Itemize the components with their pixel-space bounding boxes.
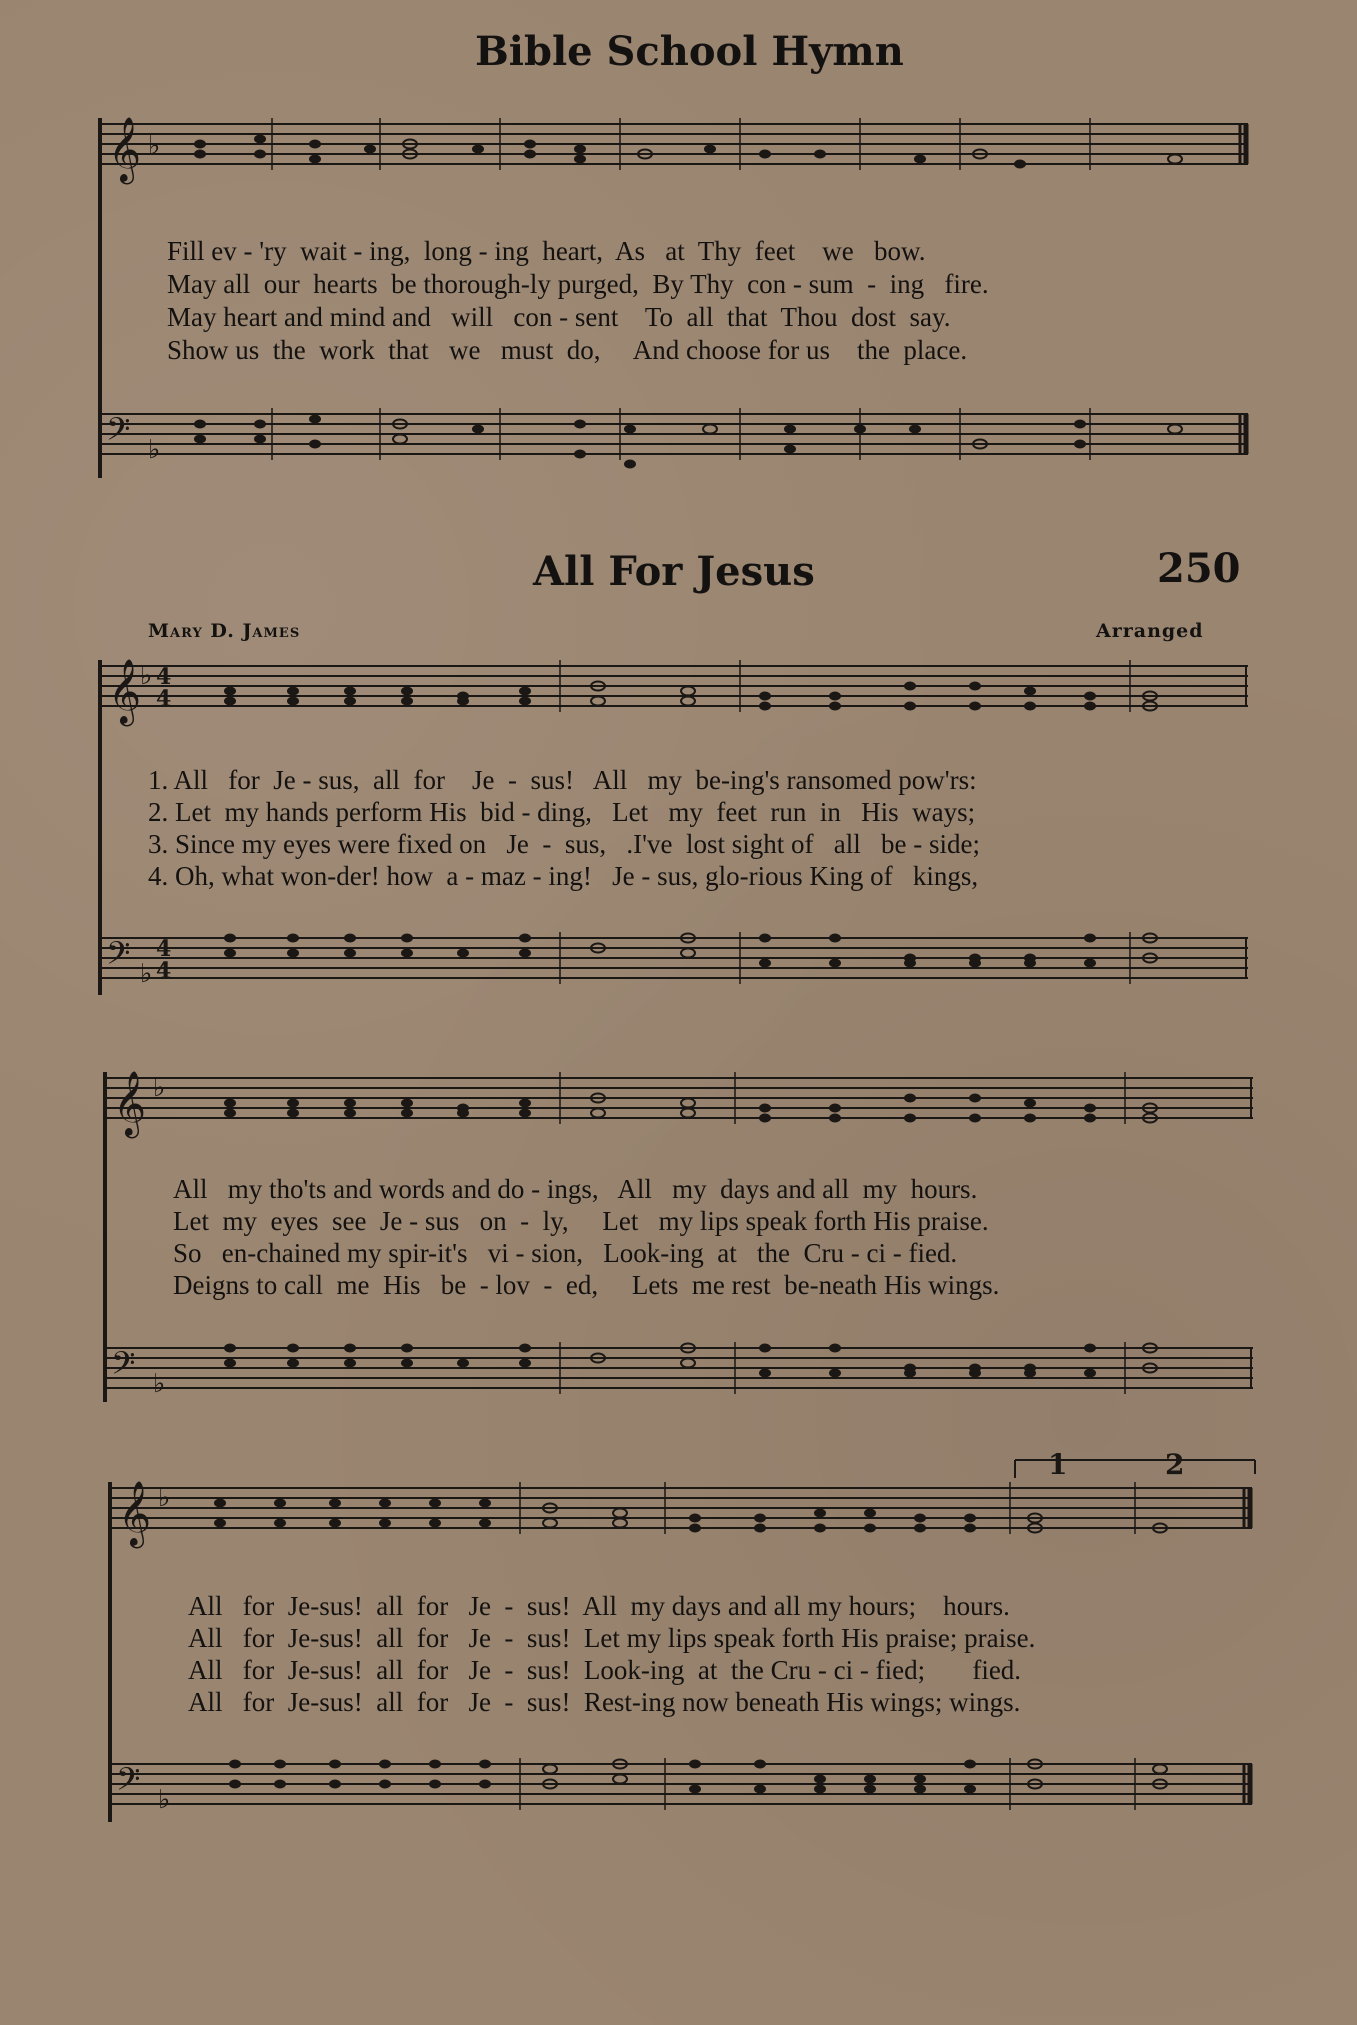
svg-text:4: 4 xyxy=(156,958,172,984)
top-hymn-title: Bible School Hymn xyxy=(475,28,904,75)
system3-lyric-verse-4: All for Je-sus! all for Je - sus! Rest-ing now beneath His wings; wings. xyxy=(188,1687,1021,1717)
system1-lyric-verse-2: 2. Let my hands perform His bid - ding, Let my feet run in His ways; xyxy=(148,797,976,827)
svg-text:𝄢: 𝄢 xyxy=(111,1345,136,1389)
system2-treble-staff xyxy=(105,1072,1253,1152)
svg-text:♭: ♭ xyxy=(148,131,161,161)
top-hymn-lyric-line-3: May heart and mind and will con - sent To all that Thou dost say. xyxy=(167,302,951,332)
system3-lyric-verse-1: All for Je-sus! all for Je - sus! All my days and all my hours; hours. xyxy=(188,1591,1010,1621)
svg-text:𝄞: 𝄞 xyxy=(113,1071,147,1136)
system1-lyric-verse-3: 3. Since my eyes were fixed on Je - sus, .I've lost sight of all be - side; xyxy=(148,829,980,859)
system3-lyric-verse-2: All for Je-sus! all for Je - sus! Let my lips speak forth His praise; praise. xyxy=(188,1623,1036,1653)
hymn-number: 250 xyxy=(1157,545,1241,592)
system2-lyric-verse-2: Let my eyes see Je - sus on - ly, Let my lips speak forth His praise. xyxy=(173,1206,989,1236)
svg-text:𝄢: 𝄢 xyxy=(116,1761,141,1805)
second-ending-label: 2 xyxy=(1165,1448,1185,1481)
hymn-author: Mary D. James xyxy=(148,620,301,642)
system1-lyric-verse-4: 4. Oh, what won-der! how a - maz - ing! Je - sus, glo-rious King of kings, xyxy=(148,861,979,891)
system2-bass-staff xyxy=(105,1342,1253,1412)
svg-text:♭: ♭ xyxy=(148,435,161,465)
svg-text:𝄞: 𝄞 xyxy=(118,1481,152,1546)
hymn-title: All For Jesus xyxy=(533,548,815,595)
system1-bass-staff xyxy=(100,932,1248,1002)
svg-text:♭: ♭ xyxy=(153,1369,166,1399)
svg-text:𝄞: 𝄞 xyxy=(108,117,142,182)
svg-text:𝄞: 𝄞 xyxy=(108,659,142,724)
system2-lyric-verse-3: So en-chained my spir-it's vi - sion, Look-ing at the Cru - ci - fied. xyxy=(173,1238,958,1268)
system3-lyric-verse-3: All for Je-sus! all for Je - sus! Look-ing at the Cru - ci - fied; fied. xyxy=(188,1655,1022,1685)
svg-text:4: 4 xyxy=(156,686,172,712)
svg-text:𝄢: 𝄢 xyxy=(106,411,131,455)
svg-text:♭: ♭ xyxy=(158,1483,171,1513)
top-bass-staff xyxy=(100,408,1248,468)
first-ending-label: 1 xyxy=(1048,1448,1068,1481)
system2-lyric-verse-1: All my tho'ts and words and do - ings, All my days and all my hours. xyxy=(173,1174,978,1204)
system1-lyric-verse-1: 1. All for Je - sus, all for Je - sus! All my be-ing's ransomed pow'rs: xyxy=(148,765,977,795)
system2-lyric-verse-4: Deigns to call me His be - lov - ed, Lets me rest be-neath His wings. xyxy=(173,1270,1000,1300)
svg-text:𝄢: 𝄢 xyxy=(106,935,131,979)
svg-text:4: 4 xyxy=(156,936,172,962)
top-hymn-lyric-line-4: Show us the work that we must do, And choose for us the place. xyxy=(167,335,968,365)
system3-treble-staff xyxy=(110,1482,1252,1562)
top-hymn-lyric-line-2: May all our hearts be thorough-ly purged, By Thy con - sum - ing fire. xyxy=(167,269,989,299)
top-treble-staff xyxy=(100,118,1248,218)
svg-text:♭: ♭ xyxy=(140,661,153,691)
system3-bass-staff xyxy=(110,1758,1252,1828)
top-hymn-lyric-line-1: Fill ev - 'ry wait - ing, long - ing heart, As at Thy feet we bow. xyxy=(167,236,926,266)
svg-text:♭: ♭ xyxy=(158,1785,171,1815)
svg-text:4: 4 xyxy=(156,664,172,690)
svg-text:♭: ♭ xyxy=(140,959,153,989)
system1-treble-staff xyxy=(100,660,1248,740)
hymn-arranger: Arranged xyxy=(1096,620,1204,642)
svg-text:♭: ♭ xyxy=(153,1073,166,1103)
